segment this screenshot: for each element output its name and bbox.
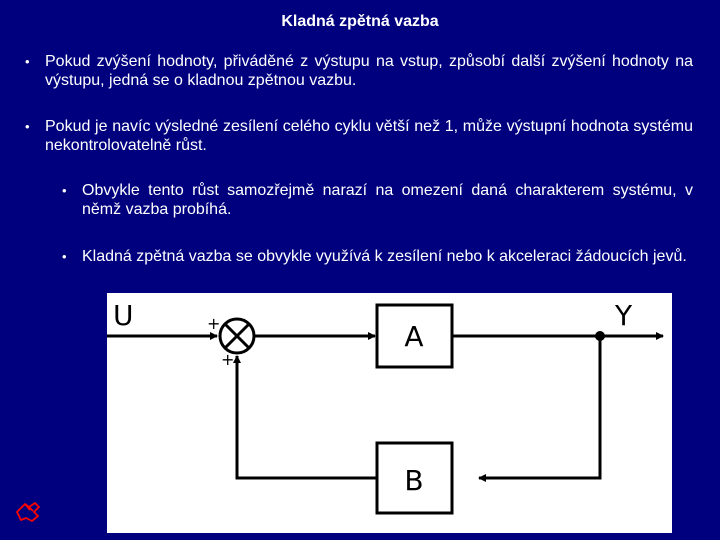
pointing-hand-icon[interactable] xyxy=(14,500,42,524)
sub-bullet-1-text: Obvykle tento růst samozřejmě narazí na omezení daná charakterem systému, v němž vazba probíhá. xyxy=(82,182,693,218)
input-label: U xyxy=(113,299,134,332)
slide-title: Kladná zpětná vazba xyxy=(281,13,439,30)
feedback-return-line xyxy=(237,356,377,478)
bullet-marker: • xyxy=(25,119,30,134)
bullet-marker: • xyxy=(25,54,30,69)
sub-bullet-1 xyxy=(62,181,693,219)
block-b-label: B xyxy=(404,464,424,497)
block-a-label: A xyxy=(404,320,424,353)
feedback-down-line xyxy=(479,336,600,478)
bullet-marker: • xyxy=(62,249,67,264)
plus-sign-top: + xyxy=(207,314,221,333)
branch-point xyxy=(595,331,605,341)
bullet-1-text: Pokud zvýšení hodnoty, přiváděné z výstupu na vstup, způsobí další zvýšení hodnoty na výstupu, jedná se o kladnou zpětnou vazbu. xyxy=(45,53,693,89)
feedback-diagram xyxy=(107,293,672,533)
bullet-marker: • xyxy=(62,183,67,198)
output-label: Y xyxy=(615,299,633,332)
bullet-2 xyxy=(25,117,693,155)
bullet-2-text: Pokud je navíc výsledné zesílení celého cyklu větší než 1, může výstupní hodnota systému nekontrolovatelně růst. xyxy=(45,118,693,154)
sub-bullet-2-text: Kladná zpětná vazba se obvykle využívá k zesílení nebo k akceleraci žádoucích jevů. xyxy=(82,248,687,265)
plus-sign-bottom: + xyxy=(221,350,235,369)
sub-bullet-2 xyxy=(62,247,693,266)
bullet-1 xyxy=(25,52,693,90)
